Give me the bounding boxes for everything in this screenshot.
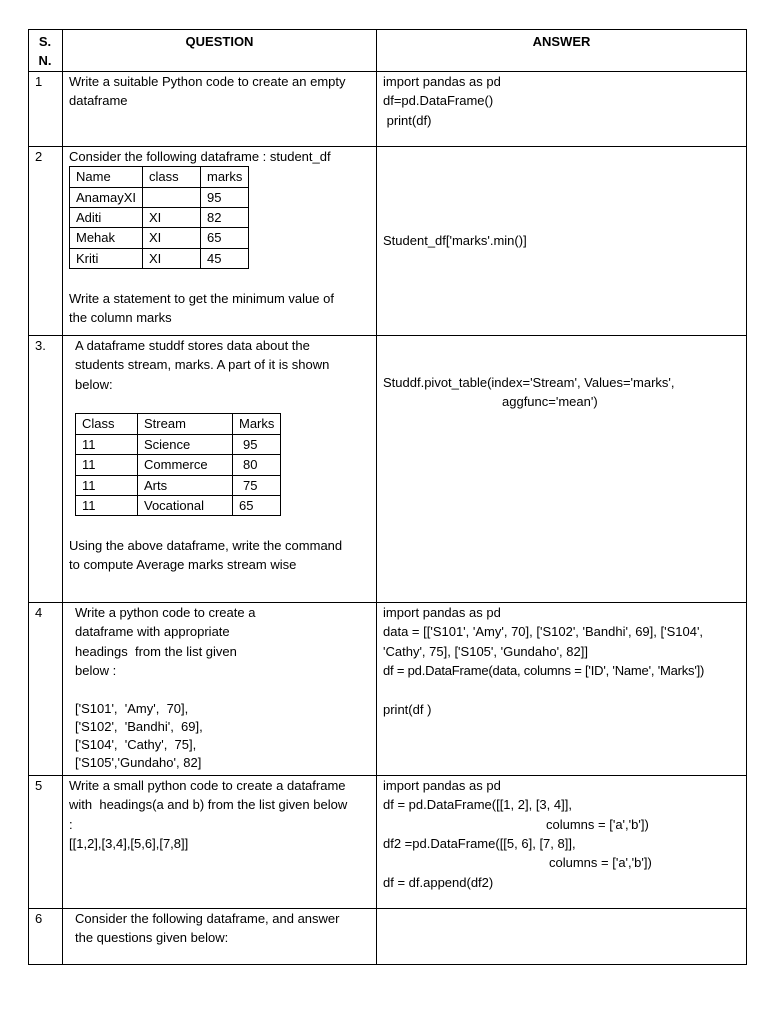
df-cell: 45: [200, 248, 248, 268]
row-question: [63, 71, 377, 146]
row-answer: [377, 602, 747, 775]
question-line: students stream, marks. A part of it is shown: [75, 357, 330, 373]
list-item: ['S104', 'Cathy', 75],: [75, 736, 197, 752]
question-line: dataframe with appropriate: [75, 624, 230, 640]
question-line: with headings(a and b) from the list given below: [69, 797, 348, 813]
df-row: [70, 187, 249, 207]
df-cell: Aditi: [70, 208, 143, 228]
spacer: [69, 680, 370, 699]
df-cell: Science: [138, 434, 233, 454]
question-line: below:: [75, 376, 113, 392]
df-cell: 11: [76, 434, 138, 454]
table-row: [29, 71, 747, 146]
spacer: [69, 516, 370, 535]
df-cell: 65: [200, 228, 248, 248]
df-cell: AnamayXI: [70, 187, 143, 207]
df-cell: Marks: [233, 414, 281, 434]
answer-line: print(df ): [383, 701, 432, 717]
header-sn: [29, 30, 63, 72]
table-row: [29, 602, 747, 775]
qa-table: [28, 29, 747, 965]
table-row: [29, 335, 747, 602]
df-cell: 80: [233, 455, 281, 475]
list-item: ['S102', 'Bandhi', 69],: [75, 718, 203, 734]
table-row: [29, 775, 747, 908]
df-cell: 75: [233, 475, 281, 495]
answer-line: import pandas as pd: [383, 73, 501, 89]
question-line: [[1,2],[3,4],[5,6],[7,8]]: [69, 836, 189, 852]
answer-line: columns = ['a','b']): [549, 855, 652, 871]
row-answer: [377, 335, 747, 602]
header-answer: ANSWER: [377, 30, 747, 72]
question-line: Consider the following dataframe : student_df: [69, 148, 331, 164]
question-line: Write a suitable Python code to create an empty: [69, 73, 346, 89]
df-cell: XI: [142, 228, 200, 248]
df-cell: [142, 187, 200, 207]
row-sn: 6: [29, 908, 63, 964]
answer-line: Studdf.pivot_table(index='Stream', Values='marks',: [383, 374, 675, 390]
answer-line: df=pd.DataFrame(): [383, 93, 494, 109]
df-cell: 11: [76, 475, 138, 495]
question-line: headings from the list given: [75, 643, 237, 659]
df-cell: 95: [200, 187, 248, 207]
answer-line: data = [['S101', 'Amy', 70], ['S102', 'Bandhi', 69], ['S104',: [383, 624, 704, 640]
table-row: [29, 908, 747, 964]
answer-line: df = pd.DataFrame([[1, 2], [3, 4]],: [383, 797, 572, 813]
question-line: Using the above dataframe, write the command: [69, 537, 343, 553]
df-row: [70, 167, 249, 187]
answer-line: df2 =pd.DataFrame([[5, 6], [7, 8]],: [383, 836, 576, 852]
table-row: [29, 146, 747, 335]
spacer: [69, 394, 370, 413]
answer-line: df = pd.DataFrame(data, columns = ['ID', 'Name', 'Marks']): [383, 663, 705, 679]
df-cell: Stream: [138, 414, 233, 434]
row-sn: 2: [29, 146, 63, 335]
studdf-table: [75, 413, 281, 516]
answer-line: Student_df['marks'.min()]: [383, 233, 527, 249]
df-cell: 95: [233, 434, 281, 454]
df-row: [70, 228, 249, 248]
df-row: [76, 434, 281, 454]
df-cell: XI: [142, 208, 200, 228]
df-cell: Arts: [138, 475, 233, 495]
df-row: [76, 496, 281, 516]
df-row: [76, 475, 281, 495]
row-answer: [377, 71, 747, 146]
answer-line: 'Cathy', 75], ['S105', 'Gundaho', 82]]: [383, 643, 588, 659]
df-cell: 65: [233, 496, 281, 516]
header-row: [29, 30, 747, 72]
df-cell: Mehak: [70, 228, 143, 248]
row-answer: [377, 146, 747, 335]
df-row: [76, 414, 281, 434]
row-question: [63, 335, 377, 602]
question-line: to compute Average marks stream wise: [69, 557, 297, 573]
df-row: [70, 208, 249, 228]
question-line: below :: [75, 663, 117, 679]
df-row: [76, 455, 281, 475]
question-line: Write a small python code to create a dataframe: [69, 777, 346, 793]
header-question: QUESTION: [63, 30, 377, 72]
df-cell: XI: [142, 248, 200, 268]
row-question: [63, 908, 377, 964]
question-line: Consider the following dataframe, and answer: [75, 910, 340, 926]
df-cell: Class: [76, 414, 138, 434]
row-answer: [377, 775, 747, 908]
row-question: [63, 146, 377, 335]
df-cell: 11: [76, 496, 138, 516]
row-sn: 1: [29, 71, 63, 146]
question-line: Write a statement to get the minimum value of: [69, 290, 334, 306]
spacer: [69, 269, 370, 288]
answer-line: import pandas as pd: [383, 604, 501, 620]
answer-line: import pandas as pd: [383, 777, 501, 793]
question-line: :: [69, 816, 73, 832]
list-item: ['S105','Gundaho', 82]: [75, 754, 202, 770]
answer-line: df = df.append(df2): [383, 874, 494, 890]
row-answer: [377, 908, 747, 964]
df-cell: Name: [70, 167, 143, 187]
df-cell: Commerce: [138, 455, 233, 475]
df-cell: class: [142, 167, 200, 187]
spacer: [383, 680, 740, 699]
header-sn-text: S. N.: [38, 34, 52, 69]
question-line: dataframe: [69, 93, 128, 109]
student-df-table: [69, 166, 249, 269]
df-cell: Kriti: [70, 248, 143, 268]
row-question: [63, 602, 377, 775]
answer-line: columns = ['a','b']): [546, 816, 649, 832]
df-cell: 82: [200, 208, 248, 228]
question-line: the questions given below:: [75, 930, 229, 946]
row-sn: 5: [29, 775, 63, 908]
row-sn: 4: [29, 602, 63, 775]
question-line: A dataframe studdf stores data about the: [75, 337, 310, 353]
df-row: [70, 248, 249, 268]
df-cell: Vocational: [138, 496, 233, 516]
row-question: [63, 775, 377, 908]
df-cell: marks: [200, 167, 248, 187]
df-cell: 11: [76, 455, 138, 475]
list-item: ['S101', 'Amy', 70],: [75, 700, 189, 716]
row-sn: 3.: [29, 335, 63, 602]
question-line: Write a python code to create a: [75, 604, 256, 620]
question-line: the column marks: [69, 310, 172, 326]
answer-line: aggfunc='mean'): [502, 394, 598, 410]
answer-line: print(df): [383, 112, 432, 128]
